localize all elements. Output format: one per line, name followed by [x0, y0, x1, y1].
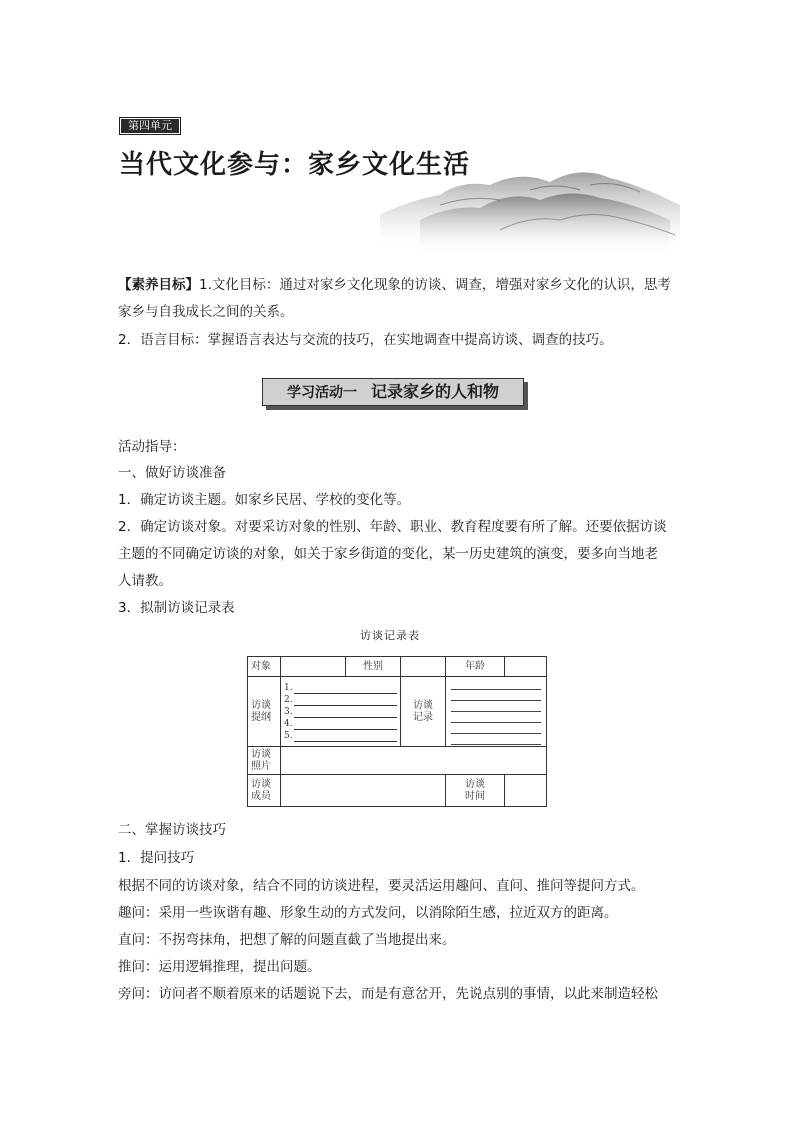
- section2-p2: 趣问：采用一些诙谐有趣、形象生动的方式发问，以消除陌生感，拉近双方的距离。: [118, 905, 618, 921]
- time-label: [446, 775, 505, 807]
- section1-item2-line1: 2．确定访谈对象。对要采访对象的性别、年龄、职业、教育程度要有所了解。还要依据访谈: [118, 519, 667, 535]
- section1-item3: 3．拟制访谈记录表: [118, 600, 235, 616]
- banner-topic: 记录家乡的人和物: [370, 382, 499, 401]
- outline-item: 1.: [284, 682, 397, 694]
- section2-p1: 根据不同的访谈对象，结合不同的访谈进程，要灵活运用趣问、直问、推问等提问方式。: [118, 878, 645, 894]
- goals-line1: [118, 275, 671, 295]
- unit-tag-label: 第四单元: [121, 119, 179, 133]
- section1-item2-line2: 主题的不同确定访谈的对象，如关于家乡街道的变化，某一历史建筑的演变，要多向当地老: [118, 546, 658, 562]
- banner-activity: 学习活动一: [286, 385, 357, 401]
- object-label: 对象: [248, 657, 281, 677]
- unit-tag: [119, 117, 181, 135]
- object-cell: [281, 657, 346, 677]
- photo-label-b: 照片: [251, 760, 271, 772]
- time-label-b: 时间: [465, 790, 485, 802]
- mountain-illustration: [380, 160, 680, 255]
- goals-line2: 家乡与自我成长之间的关系。: [118, 304, 294, 320]
- table-caption: 访谈记录表: [360, 629, 420, 642]
- goals-line3: 2．语言目标：掌握语言表达与交流的技巧，在实地调查中提高访谈、调查的技巧。: [118, 332, 613, 348]
- section1-item1: 1．确定访谈主题。如家乡民居、学校的变化等。: [118, 492, 411, 508]
- activity-banner: [262, 378, 530, 410]
- time-cell: [505, 775, 547, 807]
- section2-p5: 旁问：访问者不顺着原来的话题说下去，而是有意岔开，先说点别的事情，以此来制造轻松: [118, 986, 658, 1002]
- member-cell: [281, 775, 446, 807]
- section2-heading: 二、掌握访谈技巧: [118, 822, 226, 838]
- record-cell: [446, 677, 547, 747]
- member-label: [248, 775, 281, 807]
- record-label-b: 记录: [413, 711, 433, 723]
- outline-label-b: 提纲: [251, 711, 271, 723]
- member-label-a: 访谈: [251, 778, 271, 790]
- outline-item: 2.: [284, 694, 397, 706]
- section2-sub1: 1．提问技巧: [118, 850, 195, 866]
- gender-label: 性别: [346, 657, 401, 677]
- member-label-b: 成员: [251, 790, 271, 802]
- age-label: 年龄: [446, 657, 505, 677]
- outline-label-a: 访谈: [251, 699, 271, 711]
- outline-item: 4.: [284, 718, 397, 730]
- outline-item: 5.: [284, 730, 397, 742]
- guide-label: 活动指导：: [118, 439, 186, 455]
- goals-label: 【素养目标】: [118, 277, 199, 293]
- section1-item2-line3: 人请教。: [118, 573, 172, 589]
- section2-p4: 推问：运用逻辑推理，提出问题。: [118, 959, 321, 975]
- photo-label-a: 访谈: [251, 748, 271, 760]
- record-label-a: 访谈: [413, 699, 433, 711]
- outline-label: [248, 677, 281, 747]
- record-table: [247, 656, 547, 807]
- photo-label: [248, 747, 281, 775]
- section2-p3: 直问：不拐弯抹角，把想了解的问题直截了当地提出来。: [118, 932, 456, 948]
- section1-heading: 一、做好访谈准备: [118, 465, 226, 481]
- age-cell: [505, 657, 547, 677]
- page-title: 当代文化参与：家乡文化生活: [119, 150, 471, 180]
- gender-cell: [401, 657, 446, 677]
- outline-cell: [281, 677, 401, 747]
- record-label: [401, 677, 446, 747]
- time-label-a: 访谈: [465, 778, 485, 790]
- photo-cell: [281, 747, 547, 775]
- outline-item: 3.: [284, 706, 397, 718]
- goals-text: 1.文化目标：通过对家乡文化现象的访谈、调查，增强对家乡文化的认识，思考: [199, 277, 671, 293]
